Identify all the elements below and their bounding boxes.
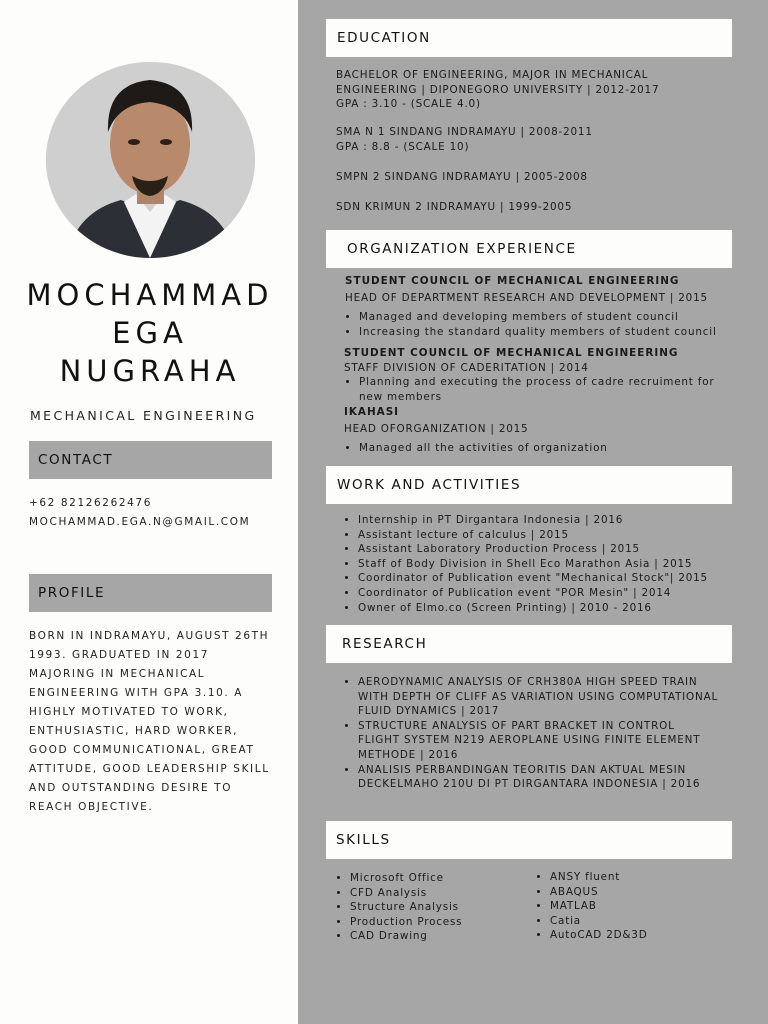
list-item: • Assistant Laboratory Production Process | 2015 <box>358 542 726 557</box>
list-item: • ANALISIS PERBANDINGAN TEORITIS DAN AKTUAL MESIN DECKELMAHO 210U DI PT DIRGANTARA INDONESIA | 2016 <box>358 763 720 792</box>
education-line: SDN KRIMUN 2 INDRAMAYU | 1999-2005 <box>336 201 573 213</box>
education-line: GPA : 8.8 - (SCALE 10) <box>336 140 470 153</box>
contact-heading: CONTACT <box>29 441 272 479</box>
organization-entry <box>344 346 728 404</box>
org-title: STUDENT COUNCIL OF MECHANICAL ENGINEERING <box>344 347 679 359</box>
left-column <box>0 0 298 1024</box>
skills-list-left <box>336 871 526 944</box>
list-item: • Planning and executing the process of cadre recruiment for new members <box>359 375 728 404</box>
skills-list-right <box>536 870 726 943</box>
education-line: GPA : 3.10 - (SCALE 4.0) <box>336 98 481 110</box>
list-item: • Coordinator of Publication event "POR Mesin" | 2014 <box>358 586 726 601</box>
list-item: • Managed and developing members of student council <box>359 310 735 325</box>
skills-heading: SKILLS <box>326 821 732 859</box>
organization-entry <box>344 405 734 456</box>
organization-heading: ORGANIZATION EXPERIENCE <box>326 230 732 268</box>
education-entry <box>336 200 726 215</box>
profile-heading: PROFILE <box>29 574 272 612</box>
org-items <box>344 441 734 456</box>
organization-entry <box>345 274 735 339</box>
list-item: • ANSY fluent <box>550 870 726 885</box>
job-title: MECHANICAL ENGINEERING <box>30 408 257 423</box>
education-entry <box>336 125 726 154</box>
list-item: • CAD Drawing <box>350 929 526 944</box>
research-list <box>336 675 720 792</box>
list-item: • Microsoft Office <box>350 871 526 886</box>
education-line: ENGINEERING | DIPONEGORO UNIVERSITY | 2012-2017 <box>336 83 660 96</box>
list-item: • Assistant lecture of calculus | 2015 <box>358 528 726 543</box>
name-line-2: EGA <box>112 316 188 350</box>
list-item: • Increasing the standard quality members of student council <box>359 325 735 340</box>
list-item: • CFD Analysis <box>350 886 526 901</box>
education-line: SMA N 1 SINDANG INDRAMAYU | 2008-2011 <box>336 126 593 138</box>
education-entry <box>336 68 726 112</box>
education-heading: EDUCATION <box>326 19 732 57</box>
education-line: SMPN 2 SINDANG INDRAMAYU | 2005-2008 <box>336 171 588 183</box>
name-line-1: MOCHAMMAD <box>26 278 274 312</box>
person-portrait-icon <box>46 62 255 258</box>
list-item: • Production Process <box>350 915 526 930</box>
work-list <box>336 513 726 615</box>
list-item: • Owner of Elmo.co (Screen Printing) | 2010 - 2016 <box>358 601 726 616</box>
profile-photo <box>46 62 255 258</box>
list-item: • MATLAB <box>550 899 726 914</box>
org-role: HEAD OFORGANIZATION | 2015 <box>344 422 529 435</box>
research-heading: RESEARCH <box>326 625 732 663</box>
org-items <box>344 375 728 404</box>
list-item: • Internship in PT Dirgantara Indonesia | 2016 <box>358 513 726 528</box>
list-item: • AutoCAD 2D&3D <box>550 928 726 943</box>
list-item: • Catia <box>550 914 726 929</box>
org-items <box>345 310 735 339</box>
profile-text: BORN IN INDRAMAYU, AUGUST 26TH 1993. GRADUATED IN 2017 MAJORING IN MECHANICAL ENGINEERING WITH GPA 3.10. A HIGHLY MOTIVATED TO WORK, ENTHUSIASTIC, HARD WORKER, GOOD COMMUNICATIONAL, GREAT ATTITUDE, GOOD LEADERSHIP SKILL AND OUTSTANDING DESIRE TO REACH OBJECTIVE. <box>29 630 270 813</box>
org-title: STUDENT COUNCIL OF MECHANICAL ENGINEERING <box>345 275 680 287</box>
org-role: HEAD OF DEPARTMENT RESEARCH AND DEVELOPMENT | 2015 <box>345 291 708 304</box>
education-entry <box>336 170 726 185</box>
education-line: BACHELOR OF ENGINEERING, MAJOR IN MECHANICAL <box>336 69 649 81</box>
org-title: IKAHASI <box>344 406 400 418</box>
list-item: • AERODYNAMIC ANALYSIS OF CRH380A HIGH SPEED TRAIN WITH DEPTH OF CLIFF AS VARIATION USING COMPUTATIONAL FLUID DYNAMICS | 2017 <box>358 675 720 719</box>
list-item: • Staff of Body Division in Shell Eco Marathon Asia | 2015 <box>358 557 726 572</box>
org-role: STAFF DIVISION OF CADERITATION | 2014 <box>344 361 589 374</box>
list-item: • Managed all the activities of organization <box>359 441 734 456</box>
list-item: • STRUCTURE ANALYSIS OF PART BRACKET IN CONTROL FLIGHT SYSTEM N219 AEROPLANE USING FINITE ELEMENT METHODE | 2016 <box>358 719 720 763</box>
contact-phone: +62 82126262476 <box>29 497 152 509</box>
contact-email: MOCHAMMAD.EGA.N@GMAIL.COM <box>29 516 251 528</box>
list-item: • Structure Analysis <box>350 900 526 915</box>
list-item: • ABAQUS <box>550 885 726 900</box>
work-heading: WORK AND ACTIVITIES <box>326 466 732 504</box>
name-line-3: NUGRAHA <box>59 354 241 388</box>
list-item: • Coordinator of Publication event "Mechanical Stock"| 2015 <box>358 571 726 586</box>
